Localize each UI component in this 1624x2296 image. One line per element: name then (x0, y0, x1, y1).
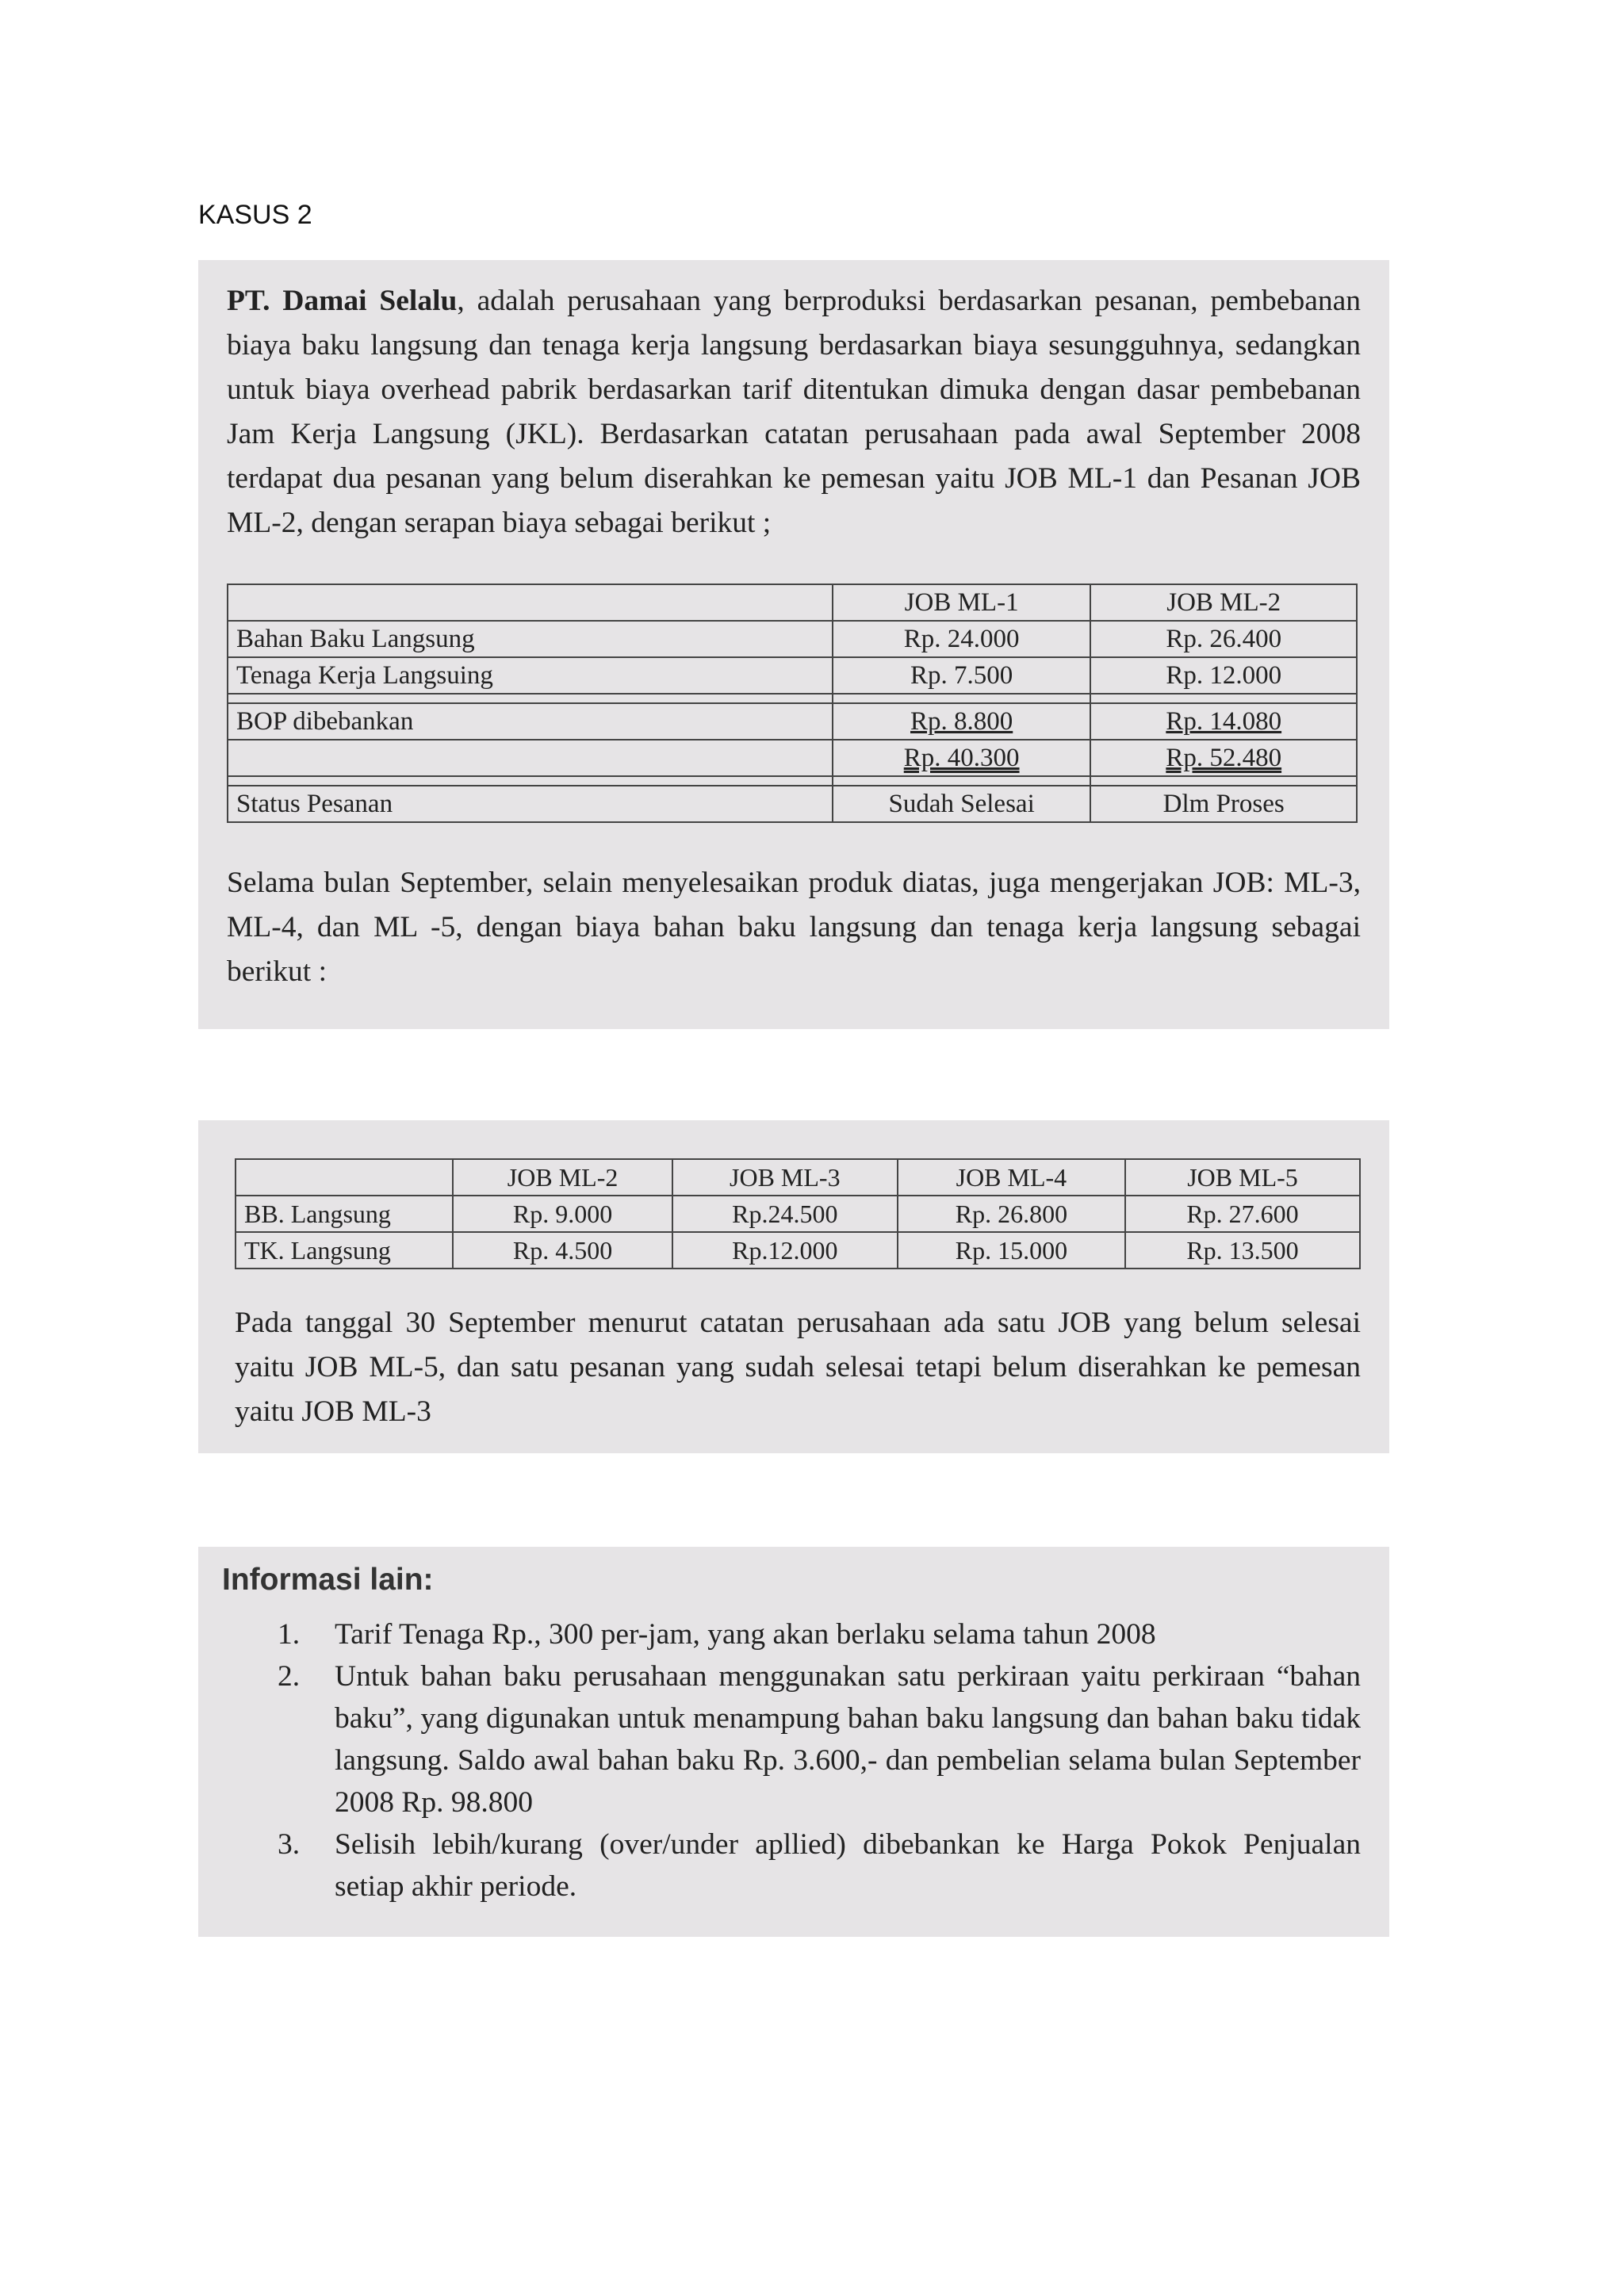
table-cell: BB. Langsung (236, 1196, 453, 1232)
table-row (228, 657, 1357, 694)
table-cell: Rp. 9.000 (453, 1196, 672, 1232)
info-title: Informasi lain: (222, 1563, 434, 1597)
list-number: 3. (278, 1828, 301, 1861)
table-spacer-row (228, 776, 1357, 786)
scan-other-info (198, 1547, 1389, 1937)
table-header-cell: JOB ML-1 (833, 584, 1091, 621)
table-cell: Rp. 26.400 (1090, 621, 1357, 657)
september-job-cost-table (235, 1158, 1361, 1269)
table-header-cell (236, 1159, 453, 1196)
table-header-cell (228, 584, 833, 621)
table-row (228, 621, 1357, 657)
table-cell: Bahan Baku Langsung (228, 621, 833, 657)
table-cell: Rp. 4.500 (453, 1232, 672, 1269)
status-paragraph: Pada tanggal 30 September menurut catatan perusahaan ada satu JOB yang belum selesai yaitu JOB ML-5, dan satu pesanan yang sudah selesai tetapi belum diserahkan ke pemesan yaitu JOB ML-3 (235, 1307, 1361, 1428)
table-row (236, 1232, 1360, 1269)
table-cell: Rp. 8.800 (833, 703, 1091, 740)
table-row (228, 786, 1357, 822)
table-cell: Rp. 14.080 (1090, 703, 1357, 740)
table-cell: Rp. 24.000 (833, 621, 1091, 657)
table-cell: Rp. 40.300 (833, 740, 1091, 776)
table-total-row (228, 740, 1357, 776)
table-cell: Rp. 26.800 (898, 1196, 1125, 1232)
intro-paragraph (227, 279, 1361, 545)
table-cell: Rp.24.500 (672, 1196, 898, 1232)
table-row (236, 1196, 1360, 1232)
list-number: 1. (278, 1618, 301, 1651)
list-item (222, 1823, 1361, 1908)
table-row (228, 703, 1357, 740)
list-item (222, 1655, 1361, 1823)
table-header-cell: JOB ML-4 (898, 1159, 1125, 1196)
company-name: PT. Damai Selalu (227, 285, 458, 317)
table-cell: Rp. 7.500 (833, 657, 1091, 694)
table-header-row (236, 1159, 1360, 1196)
table-header-cell: JOB ML-2 (1090, 584, 1357, 621)
scan-intro (198, 260, 1389, 1029)
table-cell: Dlm Proses (1090, 786, 1357, 822)
list-item (222, 1613, 1361, 1655)
list-text: Untuk bahan baku perusahaan menggunakan satu perkiraan yaitu perkiraan “bahan baku”, yang digunakan untuk menampung bahan baku langsung dan bahan baku tidak langsung. Saldo awal bahan baku Rp. 3.600,- dan pembelian selama bulan September 2008 Rp. 98.800 (335, 1660, 1361, 1819)
table-cell: Status Pesanan (228, 786, 833, 822)
table-header-cell: JOB ML-5 (1125, 1159, 1360, 1196)
info-list (222, 1613, 1361, 1908)
list-text: Tarif Tenaga Rp., 300 per-jam, yang akan berlaku selama tahun 2008 (335, 1618, 1156, 1651)
list-number: 2. (278, 1660, 301, 1693)
table-cell: Sudah Selesai (833, 786, 1091, 822)
table-cell: Rp. 27.600 (1125, 1196, 1360, 1232)
intro-text: , adalah perusahaan yang berproduksi berdasarkan pesanan, pembebanan biaya baku langsung dan tenaga kerja langsung berdasarkan biaya sesungguhnya, sedangkan untuk biaya overhead pabrik berdasarkan tarif ditentukan dimuka dengan dasar pembebanan Jam Kerja Langsung (JKL). Berdasarkan catatan perusahaan pada awal September 2008 terdapat dua pesanan yang belum diserahkan ke pemesan yaitu JOB ML-1 dan Pesanan JOB ML-2, dengan serapan biaya sebagai berikut ; (227, 285, 1361, 539)
table-cell (228, 740, 833, 776)
table-cell: Rp. 15.000 (898, 1232, 1125, 1269)
table-header-cell: JOB ML-3 (672, 1159, 898, 1196)
table-spacer-row (228, 694, 1357, 703)
september-paragraph: Selama bulan September, selain menyelesaikan produk diatas, juga mengerjakan JOB: ML-3, ML-4, dan ML -5, dengan biaya bahan baku langsung dan tenaga kerja langsung sebagai berikut : (227, 867, 1361, 988)
table-cell: Tenaga Kerja Langsuing (228, 657, 833, 694)
table-cell: Rp. 52.480 (1090, 740, 1357, 776)
scan-september-costs (198, 1120, 1389, 1453)
table-cell: Rp. 12.000 (1090, 657, 1357, 694)
table-header-row (228, 584, 1357, 621)
initial-job-cost-table (227, 584, 1358, 823)
table-cell: Rp.12.000 (672, 1232, 898, 1269)
case-heading: KASUS 2 (198, 200, 312, 230)
list-text: Selisih lebih/kurang (over/under apllied) dibebankan ke Harga Pokok Penjualan setiap akhir periode. (335, 1828, 1361, 1903)
table-header-cell: JOB ML-2 (453, 1159, 672, 1196)
table-cell: Rp. 13.500 (1125, 1232, 1360, 1269)
table-cell: TK. Langsung (236, 1232, 453, 1269)
table-cell: BOP dibebankan (228, 703, 833, 740)
